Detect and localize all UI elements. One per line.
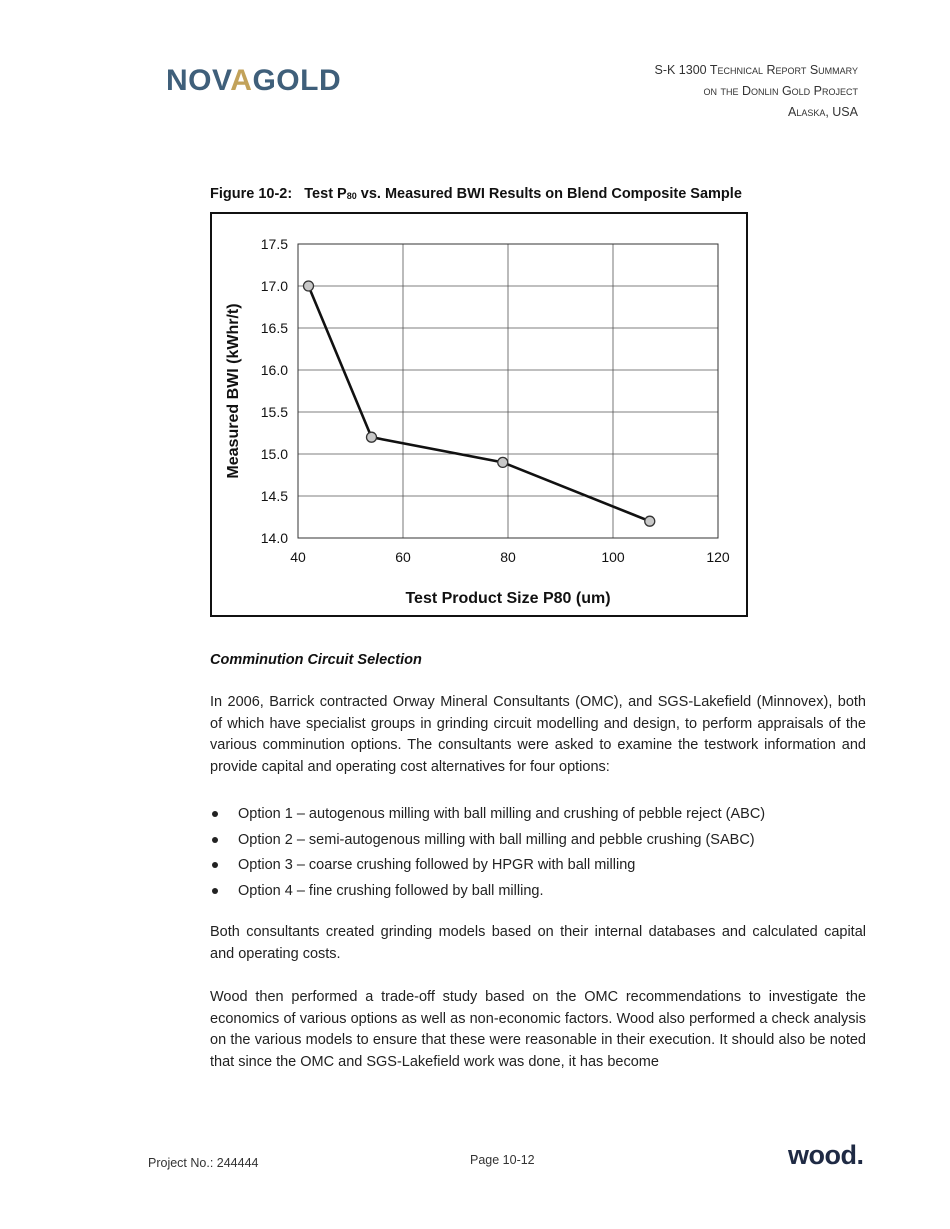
footer-project-number: Project No.: 244444 — [148, 1156, 259, 1170]
report-header — [558, 60, 858, 123]
report-header-line: on the Donlin Gold Project — [703, 84, 858, 98]
option-item: Option 4 – fine crushing followed by ball milling. — [210, 881, 866, 907]
x-tick-label: 120 — [706, 549, 730, 565]
bwi-chart — [210, 212, 748, 617]
paragraph-3: Wood then performed a trade-off study based on the OMC recommendations to investigate the economics of various options as well as non-economic factors. Wood also performed a check analysis on the various models to ensure that these were reasonable in their execution. It should also be noted that since the OMC and SGS-Lakefield work was done, it has become — [210, 989, 866, 1070]
paragraph-1: In 2006, Barrick contracted Orway Mineral Consultants (OMC), and SGS-Lakefield (Minnovex), both of which have specialist groups in grinding circuit modelling and design, to perform appraisals of the various comminution options. The consultants were asked to examine the testwork information and provide capital and operating cost alternatives for four options: — [210, 694, 866, 775]
report-header-line: S-K 1300 Technical Report Summary — [654, 63, 858, 77]
footer-page-number: Page 10-12 — [470, 1153, 535, 1167]
novagold-logo: NOVAGOLD — [166, 64, 342, 97]
data-point — [498, 457, 508, 467]
option-item: Option 2 – semi-autogenous milling with ball milling and pebble crushing (SABC) — [210, 830, 866, 856]
x-tick-label: 60 — [395, 549, 411, 565]
y-tick-label: 15.5 — [260, 404, 288, 420]
y-tick-label: 14.5 — [260, 488, 288, 504]
y-tick-label: 14.0 — [260, 530, 288, 546]
figure-label: Figure 10-2: — [210, 186, 293, 202]
data-point — [367, 432, 377, 442]
data-point — [304, 281, 314, 291]
y-tick-label: 17.5 — [260, 236, 288, 252]
options-list — [210, 804, 866, 906]
section-heading: Comminution Circuit Selection — [210, 652, 422, 668]
bullet-icon — [212, 888, 218, 894]
paragraph-2: Both consultants created grinding models based on their internal databases and calculated capital and operating costs. — [210, 924, 866, 962]
y-axis-label: Measured BWI (kWhr/t) — [225, 303, 242, 479]
logo-triangle-mark: A — [230, 64, 253, 97]
option-item: Option 1 – autogenous milling with ball milling and crushing of pebble reject (ABC) — [210, 804, 866, 830]
y-tick-label: 15.0 — [260, 446, 288, 462]
x-axis-label: Test Product Size P80 (um) — [405, 590, 611, 607]
x-tick-label: 40 — [290, 549, 306, 565]
series-line — [309, 286, 650, 521]
option-item: Option 3 – coarse crushing followed by HPGR with ball milling — [210, 855, 866, 881]
bullet-icon — [212, 862, 218, 868]
wood-logo: wood. — [788, 1140, 864, 1170]
x-tick-label: 100 — [601, 549, 625, 565]
figure-title: Figure 10-2: Test $P_{80}$ vs. Measured BWI Results on Blend Composite Sample — [210, 186, 742, 202]
data-point — [645, 516, 655, 526]
report-header-line: Alaska, USA — [787, 105, 858, 119]
y-tick-label: 16.0 — [260, 362, 288, 378]
y-tick-label: 17.0 — [260, 278, 288, 294]
y-tick-label: 16.5 — [260, 320, 288, 336]
x-tick-label: 80 — [500, 549, 516, 565]
bullet-icon — [212, 811, 218, 817]
bwi-chart-svg — [212, 214, 746, 615]
bullet-icon — [212, 837, 218, 843]
